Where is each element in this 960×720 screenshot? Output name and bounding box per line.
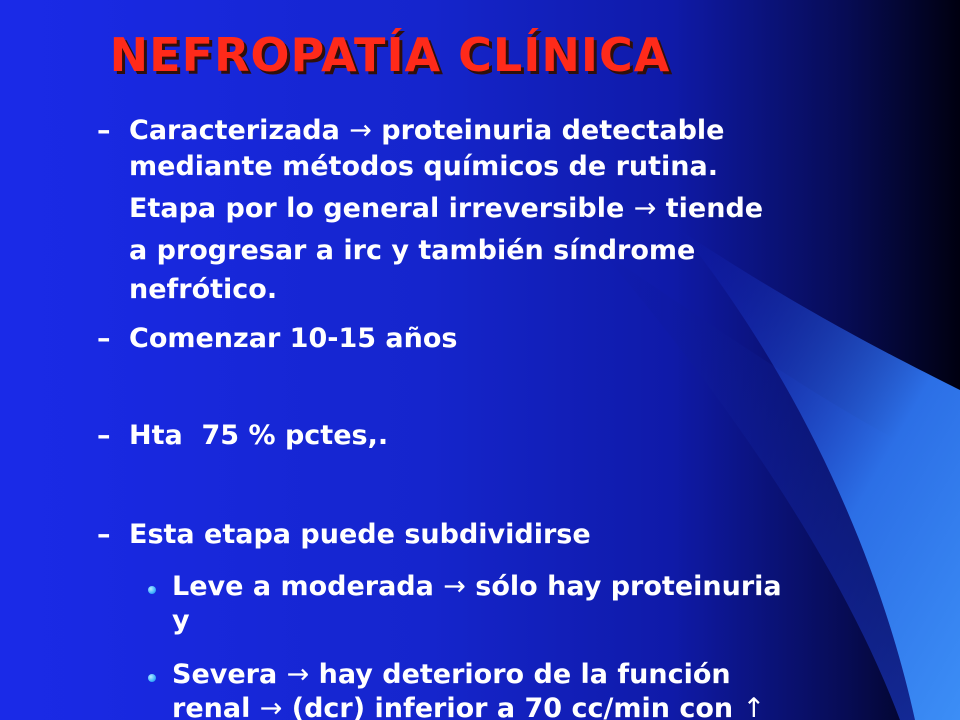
text-segment: renal: [172, 693, 260, 720]
sub-bullet-dot: [148, 586, 156, 594]
text-segment: mediante métodos químicos de rutina.: [129, 151, 718, 182]
arrow-right-icon: →: [286, 659, 310, 690]
text-segment: Leve a moderada: [172, 571, 444, 602]
bullet-4: Esta etapa puede subdividirse: [129, 519, 591, 550]
text-segment: Caracterizada: [129, 115, 350, 146]
arrow-right-icon: →: [443, 571, 466, 602]
arrow-right-icon: →: [349, 115, 372, 146]
sub-bullet-1-line-2: y: [172, 605, 190, 636]
bullet-3: Hta 75 % pctes,.: [129, 420, 389, 451]
text-segment: nefrótico.: [129, 274, 278, 305]
arrow-right-icon: →: [259, 693, 283, 720]
text-segment: proteinuria detectable: [371, 115, 725, 146]
bullet-1-line-5: [129, 273, 919, 307]
arrow-up-icon: ↑: [742, 693, 766, 720]
bullet-1-line-2: [129, 150, 919, 184]
text-segment: Etapa por lo general irreversible: [129, 193, 634, 224]
text-segment: a progresar a irc y también síndrome: [129, 235, 696, 266]
text-segment: hay deterioro de la función: [309, 659, 731, 690]
bullet-2: Comenzar 10-15 años: [129, 323, 458, 354]
text-segment: sólo hay proteinuria: [465, 571, 782, 602]
bullet-1-line-3: [129, 192, 919, 226]
sub-bullet-1-line-1: [172, 570, 932, 604]
slide-title: NEFROPATÍA CLÍNICA: [109, 28, 671, 82]
sub-bullet-dot: [148, 674, 156, 682]
sub-bullet-2-line-2: [172, 692, 932, 720]
bullet-dash: –: [97, 115, 111, 146]
bullet-dash: –: [97, 420, 111, 451]
bullet-1-line-1: [129, 114, 919, 148]
bullet-dash: –: [97, 323, 111, 354]
sub-bullet-2-line-1: [172, 658, 932, 692]
text-segment: (dcr) inferior a 70 cc/min con: [282, 693, 743, 720]
arrow-right-icon: →: [633, 193, 657, 224]
bullet-dash: –: [97, 519, 111, 550]
text-segment: Severa: [172, 659, 287, 690]
text-segment: tiende: [656, 193, 764, 224]
bullet-1-line-4: [129, 234, 919, 268]
